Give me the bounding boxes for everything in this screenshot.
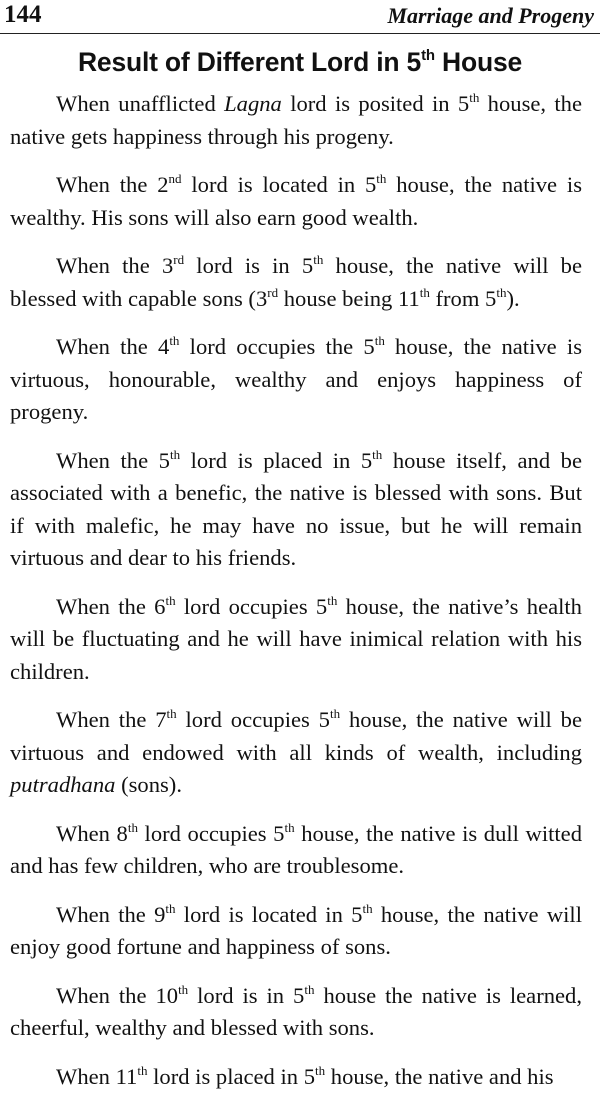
title-superscript: th <box>421 47 435 64</box>
paragraph-6th-lord: When the 6th lord occupies 5th house, the native’s health will be fluctuating and he will have inimical relation with his children. <box>10 592 582 684</box>
body-text <box>10 88 582 1109</box>
paragraph-7th-lord: When the 7th lord occupies 5th house, the native will be virtuous and endowed with all kinds of wealth, including putradhana (sons). <box>10 706 582 797</box>
page-header <box>0 0 600 34</box>
paragraph-11th-lord: When 11th lord is placed in 5th house, the native and his <box>56 1062 554 1089</box>
paragraph-10th-lord: When the 10th lord is in 5th house the native is learned, cheerful, wealthy and blessed with sons. <box>10 981 582 1040</box>
page-number: 144 <box>4 1 42 28</box>
term-lagna: Lagna <box>224 91 282 116</box>
paragraph-2nd-lord: When the 2nd lord is located in 5th house, the native is wealthy. His sons will also earn good wealth. <box>10 171 582 230</box>
paragraph-4th-lord: When the 4th lord occupies the 5th house, the native is virtuous, honourable, wealthy and enjoys happiness of progeny. <box>10 333 582 424</box>
paragraph-8th-lord: When 8th lord occupies 5th house, the native is dull witted and has few children, who are troublesome. <box>10 819 583 878</box>
paragraph-5th-lord: When the 5th lord is placed in 5th house itself, and be associated with a benefic, the native is blessed with sons. But if with malefic, he may have no issue, but he will remain virtuous and dear to his friends. <box>10 446 582 570</box>
page-title <box>0 46 600 78</box>
paragraph-lagna-lord: When unafflicted Lagna lord is posited in 5th house, the native gets happiness through his progeny. <box>10 90 582 149</box>
term-putradhana: putradhana <box>10 772 116 797</box>
running-head: Marriage and Progeny <box>387 3 594 28</box>
title-text-end: House <box>434 47 523 77</box>
paragraph-3rd-lord: When the 3rd lord is in 5th house, the native will be blessed with capable sons (3rd house being 11th from 5th). <box>10 252 582 311</box>
paragraph-9th-lord: When the 9th lord is located in 5th house, the native will enjoy good fortune and happiness of sons. <box>10 900 582 959</box>
title-text: Result of Different Lord in 5 <box>77 47 422 77</box>
